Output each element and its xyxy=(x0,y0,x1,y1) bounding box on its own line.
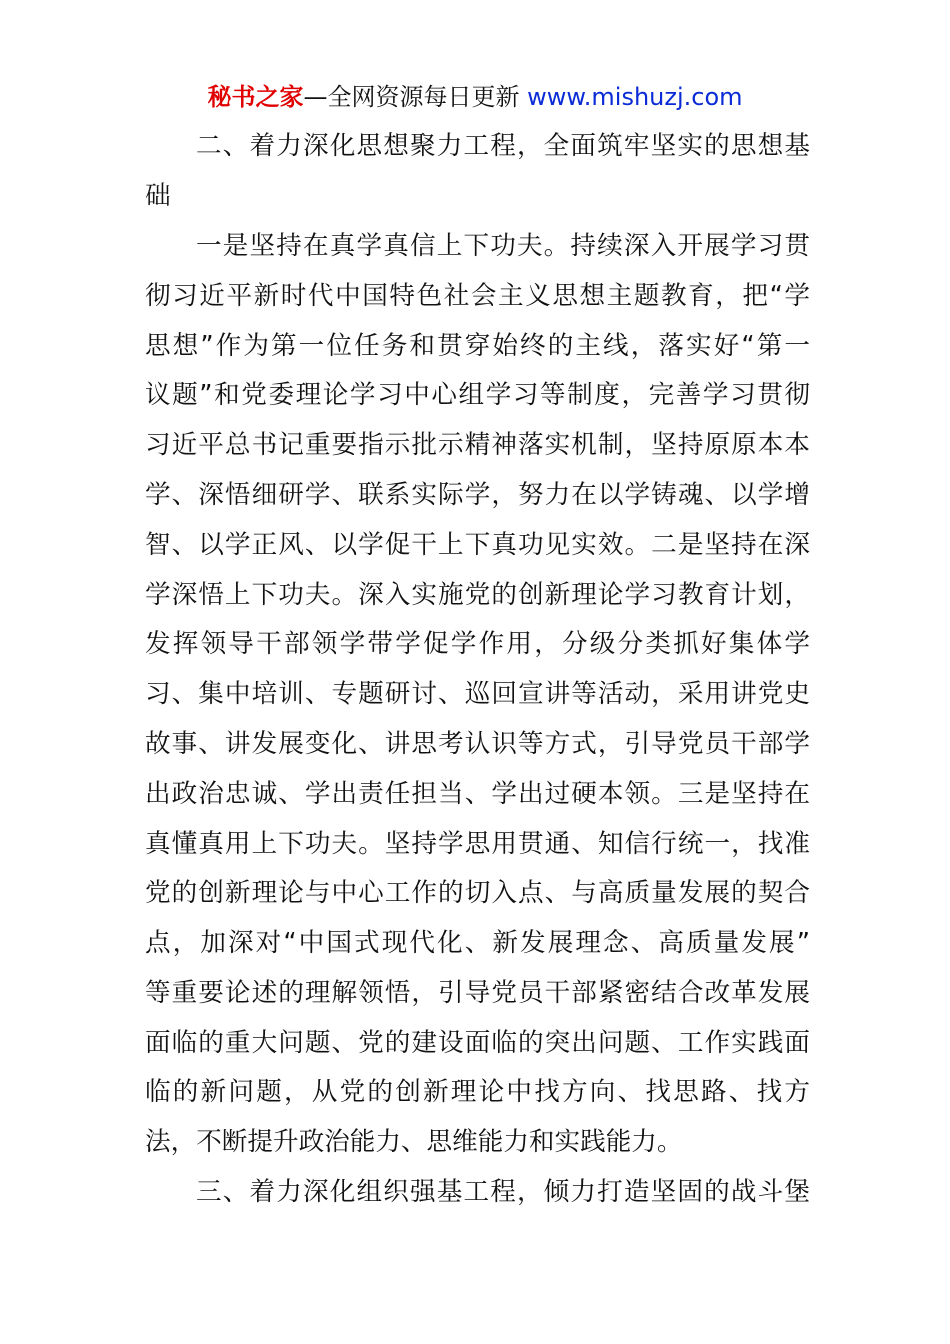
body-line: 出政治忠诚、学出责任担当、学出过硬本领。三是坚持在 xyxy=(145,779,810,809)
body-line: 习、集中培训、专题研讨、巡回宣讲等活动，采用讲党史 xyxy=(145,679,810,709)
body-line: 一是坚持在真学真信上下功夫。持续深入开展学习贯 xyxy=(196,231,810,261)
site-banner xyxy=(0,80,950,114)
site-brand: 秘书之家 xyxy=(207,83,304,111)
body-line: 点，加深对“中国式现代化、新发展理念、高质量发展” xyxy=(145,928,810,958)
body-line: 临的新问题，从党的创新理论中找方向、找思路、找方 xyxy=(145,1077,810,1107)
section-heading-2-cont: 础 xyxy=(145,181,171,211)
body-line: 思想”作为第一位任务和贯穿始终的主线，落实好“第一 xyxy=(145,331,810,361)
body-line-last: 法，不断提升政治能力、思维能力和实践能力。 xyxy=(145,1127,683,1157)
body-line: 发挥领导干部领学带学促学作用，分级分类抓好集体学 xyxy=(145,629,810,659)
body-line: 真懂真用上下功夫。坚持学思用贯通、知信行统一，找准 xyxy=(145,829,810,859)
body-line: 故事、讲发展变化、讲思考认识等方式，引导党员干部学 xyxy=(145,729,810,759)
body-line: 面临的重大问题、党的建设面临的突出问题、工作实践面 xyxy=(145,1028,810,1058)
body-line: 学、深悟细研学、联系实际学，努力在以学铸魂、以学增 xyxy=(145,480,810,510)
site-tagline: —全网资源每日更新 xyxy=(303,83,528,111)
body-line: 等重要论述的理解领悟，引导党员干部紧密结合改革发展 xyxy=(145,978,810,1008)
body-line: 习近平总书记重要指示批示精神落实机制，坚持原原本本 xyxy=(145,430,810,460)
site-url-link[interactable]: www.mishuzj.com xyxy=(527,83,743,111)
body-line: 议题”和党委理论学习中心组学习等制度，完善学习贯彻 xyxy=(145,380,810,410)
body-line: 党的创新理论与中心工作的切入点、与高质量发展的契合 xyxy=(145,878,810,908)
body-line: 智、以学正风、以学促干上下真功见实效。二是坚持在深 xyxy=(145,530,810,560)
section-heading-3: 三、着力深化组织强基工程，倾力打造坚固的战斗堡 xyxy=(196,1177,810,1207)
section-heading-2: 二、着力深化思想聚力工程，全面筑牢坚实的思想基 xyxy=(196,131,810,161)
body-line: 彻习近平新时代中国特色社会主义思想主题教育，把“学 xyxy=(145,281,810,311)
body-line: 学深悟上下功夫。深入实施党的创新理论学习教育计划， xyxy=(145,580,810,610)
